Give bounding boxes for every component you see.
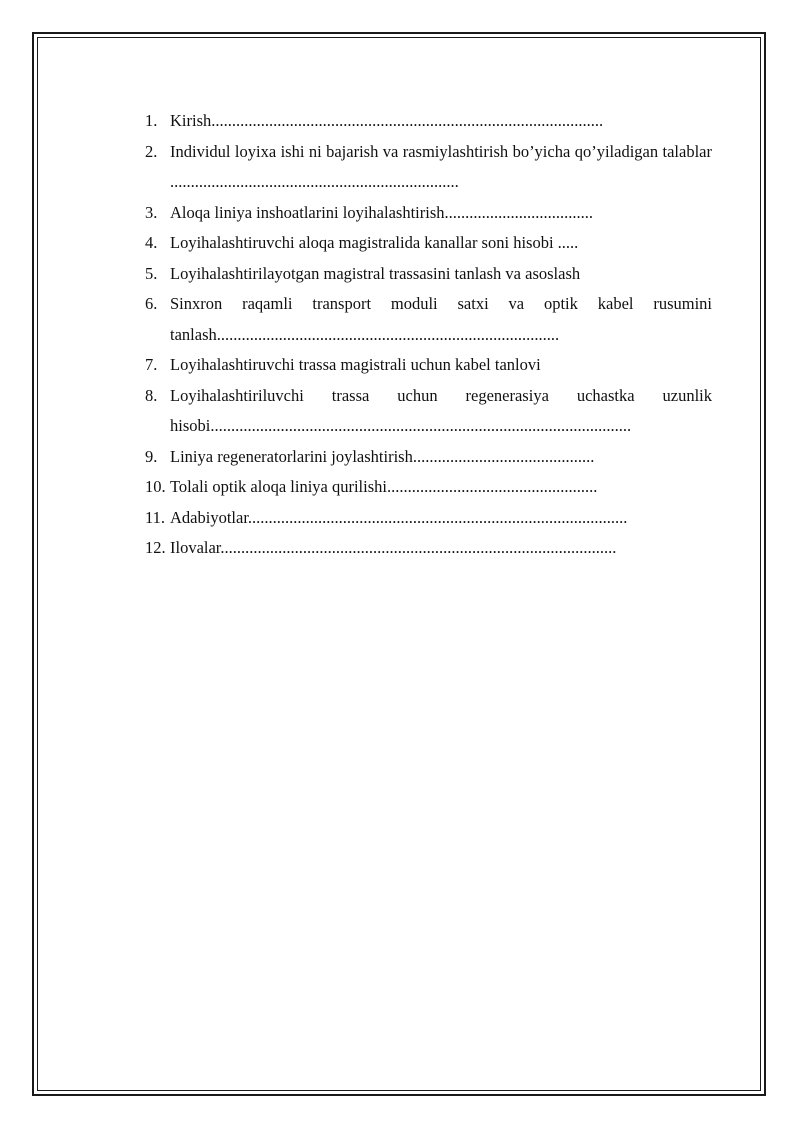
toc-item-number: 10. [145, 477, 166, 496]
table-of-contents [145, 106, 712, 564]
toc-item-number: 6. [145, 294, 158, 313]
toc-item-3 [145, 198, 712, 229]
toc-item-text: Individul loyixa ishi ni bajarish va rasmiylashtirish bo’yicha qo’yiladigan talablar ...................................................................... [170, 141, 712, 191]
toc-item-text: Loyihalashtiriluvchi trassa uchun regenerasiya uchastka uzunlik hisobi...................................................................................................... [170, 385, 712, 435]
toc-item-text: Kirish............................................................................................... [170, 111, 604, 130]
toc-item-4 [145, 228, 712, 259]
toc-item-text: Loyihalashtirilayotgan magistral trassasini tanlash va asoslash [170, 263, 581, 283]
toc-item-12 [145, 533, 712, 564]
toc-item-number: 12. [145, 538, 166, 557]
toc-item-number: 1. [145, 111, 158, 130]
toc-item-11 [145, 503, 712, 534]
toc-item-number: 2. [145, 141, 158, 161]
toc-item-text: Ilovalar................................................................................................ [170, 538, 617, 557]
toc-item-7 [145, 350, 712, 381]
toc-item-number: 8. [145, 385, 158, 405]
toc-item-number: 11. [145, 507, 166, 527]
toc-item-text: Liniya regeneratorlarini joylashtirish............................................ [170, 446, 595, 466]
toc-item-text: Aloqa liniya inshoatlarini loyihalashtirish.................................... [170, 202, 593, 222]
toc-item-number: 7. [145, 355, 158, 374]
toc-item-text: Loyihalashtiruvchi aloqa magistralida kanallar soni hisobi ..... [170, 233, 579, 252]
toc-item-number: 9. [145, 446, 158, 466]
toc-item-text: Adabiyotlar............................................................................................ [170, 507, 628, 527]
toc-item-number: 5. [145, 263, 158, 283]
toc-item-8 [145, 381, 712, 442]
toc-item-5 [145, 259, 712, 290]
toc-item-text: Tolali optik aloqa liniya qurilishi................................................... [170, 477, 598, 496]
toc-item-text: Sinxron raqamli transport moduli satxi va optik kabel rusumini tanlash................................................................................... [170, 294, 712, 344]
toc-item-1 [145, 106, 712, 137]
toc-item-6 [145, 289, 712, 350]
toc-item-9 [145, 442, 712, 473]
toc-item-number: 4. [145, 233, 158, 252]
toc-item-number: 3. [145, 202, 158, 222]
toc-item-10 [145, 472, 712, 503]
toc-item-2 [145, 137, 712, 198]
toc-item-text: Loyihalashtiruvchi trassa magistrali uchun kabel tanlovi [170, 355, 541, 374]
